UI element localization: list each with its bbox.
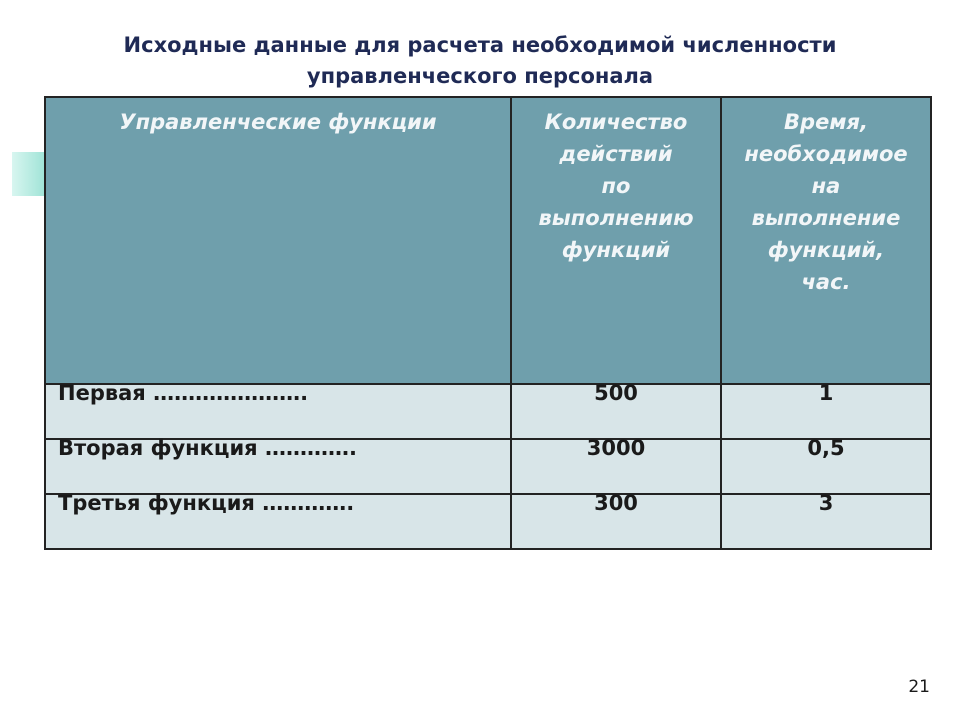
header-time-required: [721, 97, 931, 384]
function-name-cell: [45, 381, 511, 439]
header-actions-count: [511, 97, 721, 384]
hours-cell: [721, 381, 931, 439]
header-time-line: Время,: [784, 110, 868, 134]
data-table: [44, 96, 932, 550]
function-name-cell: [45, 436, 511, 494]
table-row: [45, 384, 931, 439]
header-time-line: необходимое: [744, 142, 908, 166]
actions-cell: [511, 491, 721, 549]
page-number: 21: [908, 677, 930, 697]
actions-cell: [511, 381, 721, 439]
header-time-line: час.: [801, 270, 851, 294]
actions-cell: [511, 436, 721, 494]
header-actions-line: выполнению: [538, 206, 694, 230]
decorative-accent-bar: [12, 152, 46, 196]
slide-title: [0, 30, 960, 92]
actions-value: 500: [594, 381, 638, 405]
title-line-2: управленческого персонала: [306, 64, 654, 88]
header-functions: [45, 97, 511, 384]
header-functions-line: Управленческие функции: [119, 110, 437, 134]
header-actions-line: Количество: [544, 110, 688, 134]
table-header-row: [45, 97, 931, 384]
function-name: Вторая функция ………….: [58, 436, 357, 460]
hours-cell: [721, 491, 931, 549]
function-name: Третья функция ………….: [58, 491, 355, 515]
hours-value: 1: [818, 381, 834, 405]
hours-value: 3: [818, 491, 834, 515]
header-time-line: выполнение: [751, 206, 901, 230]
table-row: [45, 439, 931, 494]
header-time-line: функций,: [767, 238, 885, 262]
hours-cell: [721, 436, 931, 494]
title-line-1: Исходные данные для расчета необходимой численности: [123, 33, 837, 57]
actions-value: 300: [594, 491, 638, 515]
header-actions-line: по: [601, 174, 631, 198]
header-actions-line: функций: [561, 238, 671, 262]
table-row: [45, 494, 931, 549]
function-name-cell: [45, 491, 511, 549]
hours-value: 0,5: [807, 436, 845, 460]
header-actions-line: действий: [559, 142, 673, 166]
header-time-line: на: [811, 174, 841, 198]
actions-value: 3000: [586, 436, 646, 460]
function-name: Первая ………………….: [58, 381, 309, 405]
